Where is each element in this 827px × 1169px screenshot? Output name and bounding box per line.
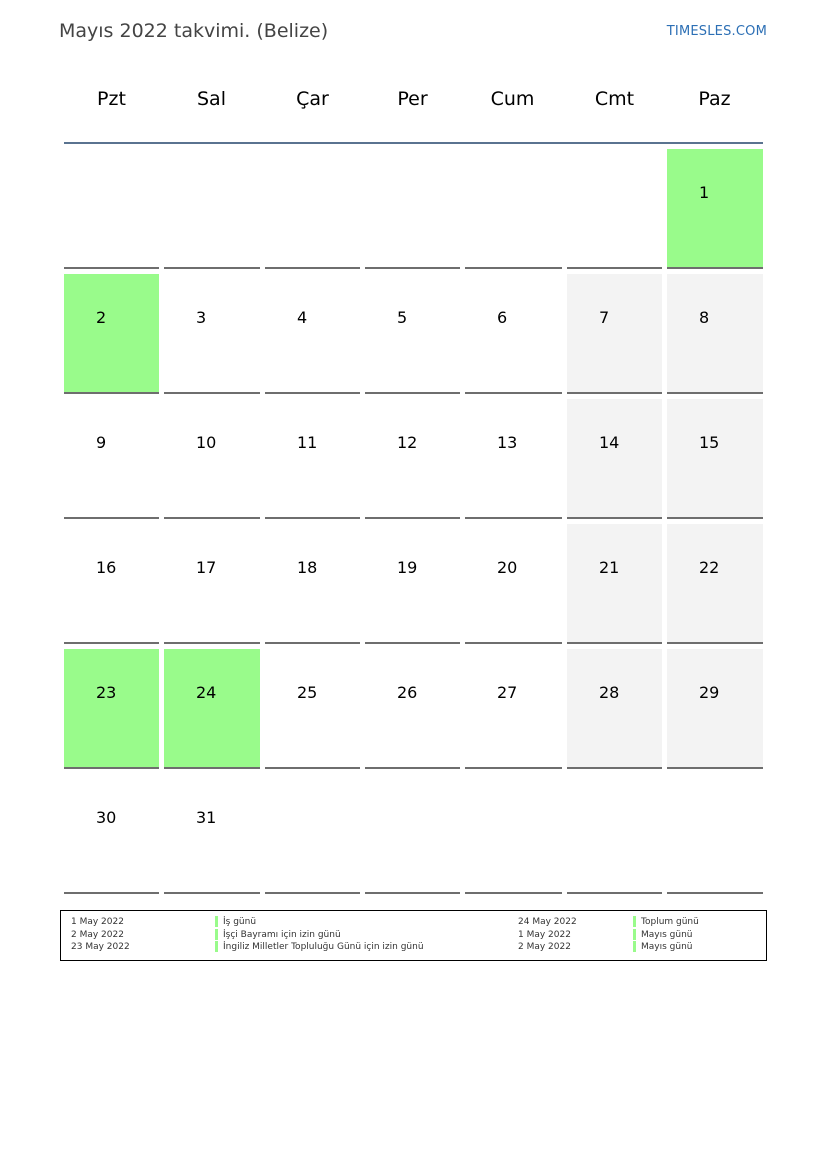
day-number: 1	[699, 183, 710, 202]
legend-name: İşçi Bayramı için izin günü	[223, 930, 341, 940]
weekday-tue: Sal	[197, 88, 226, 110]
empty-day-cell	[365, 774, 460, 894]
day-cell	[64, 399, 159, 519]
empty-day-cell	[465, 774, 562, 894]
day-number: 25	[297, 683, 318, 702]
weekend-day-cell	[567, 274, 662, 394]
day-number: 30	[96, 808, 117, 827]
day-cell	[365, 274, 460, 394]
day-number: 9	[96, 433, 107, 452]
day-cell	[265, 524, 360, 644]
day-number: 5	[397, 308, 408, 327]
day-number: 15	[699, 433, 720, 452]
day-cell	[164, 399, 260, 519]
day-cell	[465, 399, 562, 519]
day-number: 6	[497, 308, 508, 327]
day-cell	[164, 774, 260, 894]
legend-date: 24 May 2022	[518, 917, 577, 927]
day-cell	[265, 274, 360, 394]
day-cell	[365, 649, 460, 769]
day-number: 23	[96, 683, 117, 702]
holiday-day-cell	[64, 274, 159, 394]
holiday-day-cell	[64, 649, 159, 769]
weekday-mon: Pzt	[97, 88, 126, 110]
legend-name: Mayıs günü	[641, 930, 693, 940]
weekend-day-cell	[667, 524, 763, 644]
day-number: 4	[297, 308, 308, 327]
legend-date: 1 May 2022	[518, 930, 571, 940]
day-number: 20	[497, 558, 518, 577]
legend-name: İngiliz Milletler Topluluğu Günü için izin günü	[223, 942, 424, 952]
weekend-day-cell	[567, 649, 662, 769]
day-number: 14	[599, 433, 620, 452]
empty-day-cell	[567, 149, 662, 269]
site-link[interactable]: TIMESLES.COM	[666, 24, 767, 39]
weekday-fri: Cum	[490, 88, 535, 110]
day-number: 31	[196, 808, 217, 827]
day-number: 19	[397, 558, 418, 577]
weekend-day-cell	[567, 399, 662, 519]
day-number: 28	[599, 683, 620, 702]
weekday-sun: Paz	[698, 88, 731, 110]
day-number: 17	[196, 558, 217, 577]
empty-day-cell	[465, 149, 562, 269]
legend-color-marker	[215, 929, 218, 940]
empty-day-cell	[265, 149, 360, 269]
day-cell	[164, 524, 260, 644]
day-number: 10	[196, 433, 217, 452]
legend-color-marker	[215, 916, 218, 927]
legend-item	[71, 929, 401, 941]
legend-date: 1 May 2022	[71, 917, 124, 927]
day-number: 3	[196, 308, 207, 327]
legend-color-marker	[215, 941, 218, 952]
day-number: 2	[96, 308, 107, 327]
weekend-day-cell	[667, 649, 763, 769]
weekday-thu: Per	[397, 88, 428, 110]
weekday-sat: Cmt	[594, 88, 635, 110]
day-cell	[365, 399, 460, 519]
legend-name: İş günü	[223, 917, 257, 927]
empty-day-cell	[265, 774, 360, 894]
legend-item	[518, 916, 758, 928]
weekend-day-cell	[667, 399, 763, 519]
day-number: 7	[599, 308, 610, 327]
weekend-day-cell	[567, 524, 662, 644]
day-number: 26	[397, 683, 418, 702]
day-cell	[465, 274, 562, 394]
weekday-wed: Çar	[296, 88, 329, 110]
day-cell	[164, 274, 260, 394]
holiday-day-cell	[164, 649, 260, 769]
day-number: 18	[297, 558, 318, 577]
legend-item	[71, 941, 424, 953]
day-cell	[465, 524, 562, 644]
holiday-legend	[60, 910, 767, 961]
legend-color-marker	[633, 929, 636, 940]
day-number: 27	[497, 683, 518, 702]
day-number: 12	[397, 433, 418, 452]
day-number: 21	[599, 558, 620, 577]
day-number: 13	[497, 433, 518, 452]
legend-name: Mayıs günü	[641, 942, 693, 952]
calendar-title: Mayıs 2022 takvimi. (Belize)	[59, 20, 329, 42]
day-number: 29	[699, 683, 720, 702]
legend-item	[518, 929, 758, 941]
legend-color-marker	[633, 916, 636, 927]
empty-day-cell	[667, 774, 763, 894]
weekend-day-cell	[667, 274, 763, 394]
legend-item	[71, 916, 401, 928]
day-cell	[64, 524, 159, 644]
day-number: 11	[297, 433, 318, 452]
legend-date: 2 May 2022	[71, 930, 124, 940]
empty-day-cell	[567, 774, 662, 894]
day-cell	[365, 524, 460, 644]
empty-day-cell	[64, 149, 159, 269]
legend-date: 23 May 2022	[71, 942, 130, 952]
empty-day-cell	[365, 149, 460, 269]
day-number: 22	[699, 558, 720, 577]
day-cell	[465, 649, 562, 769]
day-number: 24	[196, 683, 217, 702]
day-cell	[265, 399, 360, 519]
day-cell	[64, 774, 159, 894]
legend-item	[518, 941, 758, 953]
day-number: 16	[96, 558, 117, 577]
day-number: 8	[699, 308, 710, 327]
legend-date: 2 May 2022	[518, 942, 571, 952]
holiday-day-cell	[667, 149, 763, 269]
legend-color-marker	[633, 941, 636, 952]
empty-day-cell	[164, 149, 260, 269]
legend-name: Toplum günü	[641, 917, 699, 927]
day-cell	[265, 649, 360, 769]
